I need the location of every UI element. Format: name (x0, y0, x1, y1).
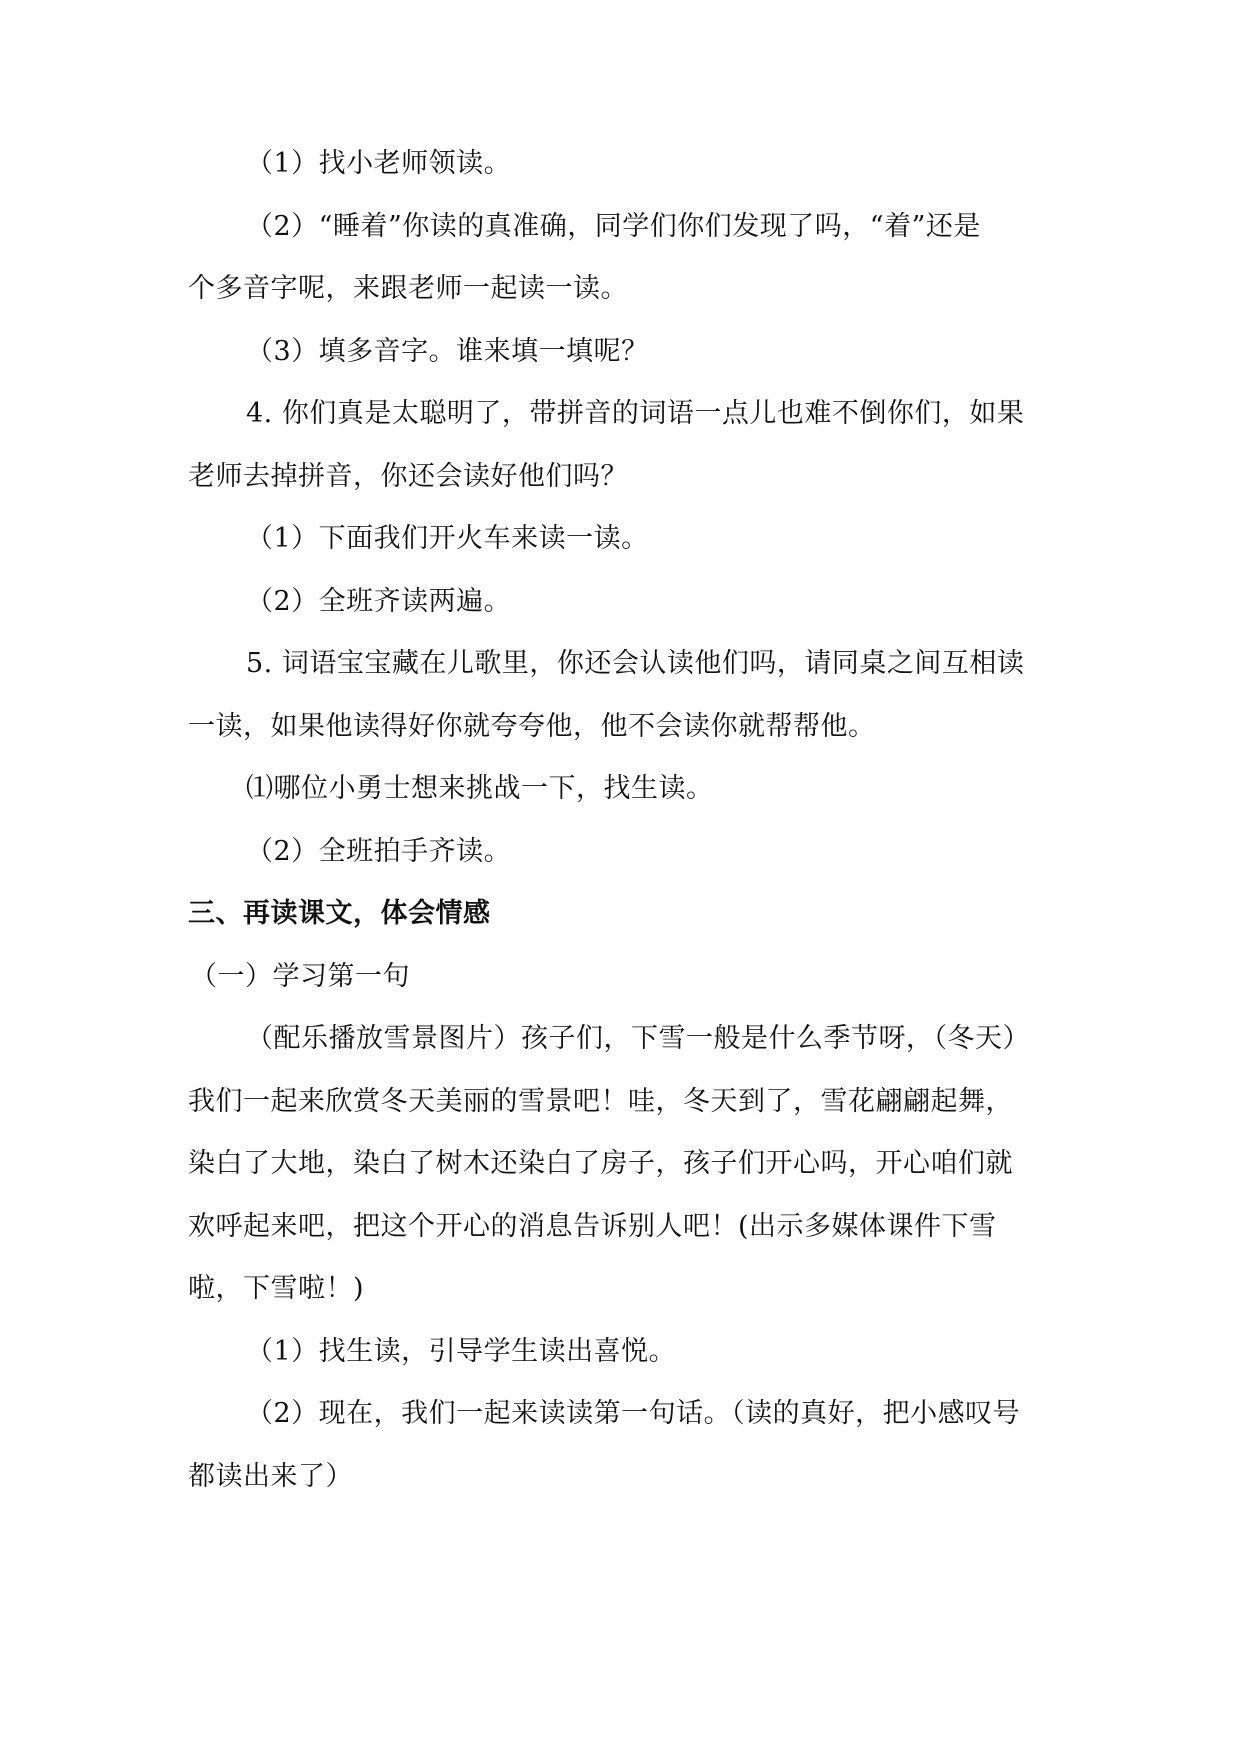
paragraph-line: （3）填多音字。谁来填一填呢？ (246, 336, 649, 367)
paragraph-line: （2）全班拍手齐读。 (246, 836, 512, 867)
paragraph-line: （2）全班齐读两遍。 (246, 586, 512, 617)
paragraph-line: （1）找生读，引导学生读出喜悦。 (246, 1336, 677, 1367)
paragraph-line: 欢呼起来吧，把这个开心的消息告诉别人吧！(出示多媒体课件下雪 (188, 1211, 997, 1242)
paragraph-line: 都读出来了） (188, 1461, 353, 1492)
subsection-heading: （一）学习第一句 (190, 961, 410, 992)
paragraph-line: （1）下面我们开火车来读一读。 (246, 523, 649, 554)
paragraph-line: 个多音字呢，来跟老师一起读一读。 (188, 273, 628, 304)
paragraph-line: 染白了大地，染白了树木还染白了房子，孩子们开心吗，开心咱们就 (188, 1148, 1013, 1179)
paragraph-line: 我们一起来欣赏冬天美丽的雪景吧！哇，冬天到了，雪花翩翩起舞， (188, 1086, 1013, 1117)
section-heading: 三、再读课文，体会情感 (188, 898, 491, 929)
paragraph-line: 5. 词语宝宝藏在儿歌里，你还会认读他们吗，请同桌之间互相读 (246, 648, 1025, 679)
paragraph-line: （1）找小老师领读。 (246, 148, 512, 179)
paragraph-line: 一读，如果他读得好你就夸夸他，他不会读你就帮帮他。 (188, 711, 876, 742)
paragraph-line: （配乐播放雪景图片）孩子们，下雪一般是什么季节呀，（冬天） (246, 1023, 1030, 1054)
paragraph-line: ⑴哪位小勇士想来挑战一下，找生读。 (246, 773, 714, 804)
paragraph-line: 啦，下雪啦！) (188, 1273, 365, 1304)
paragraph-line: 4. 你们真是太聪明了，带拼音的词语一点儿也难不倒你们，如果 (246, 398, 1025, 429)
paragraph-line: （2）现在，我们一起来读读第一句话。（读的真好，把小感叹号 (246, 1398, 1021, 1429)
paragraph-line: （2）“睡着”你读的真准确，同学们你们发现了吗，“着”还是 (246, 211, 981, 242)
paragraph-line: 老师去掉拼音，你还会读好他们吗？ (188, 461, 628, 492)
